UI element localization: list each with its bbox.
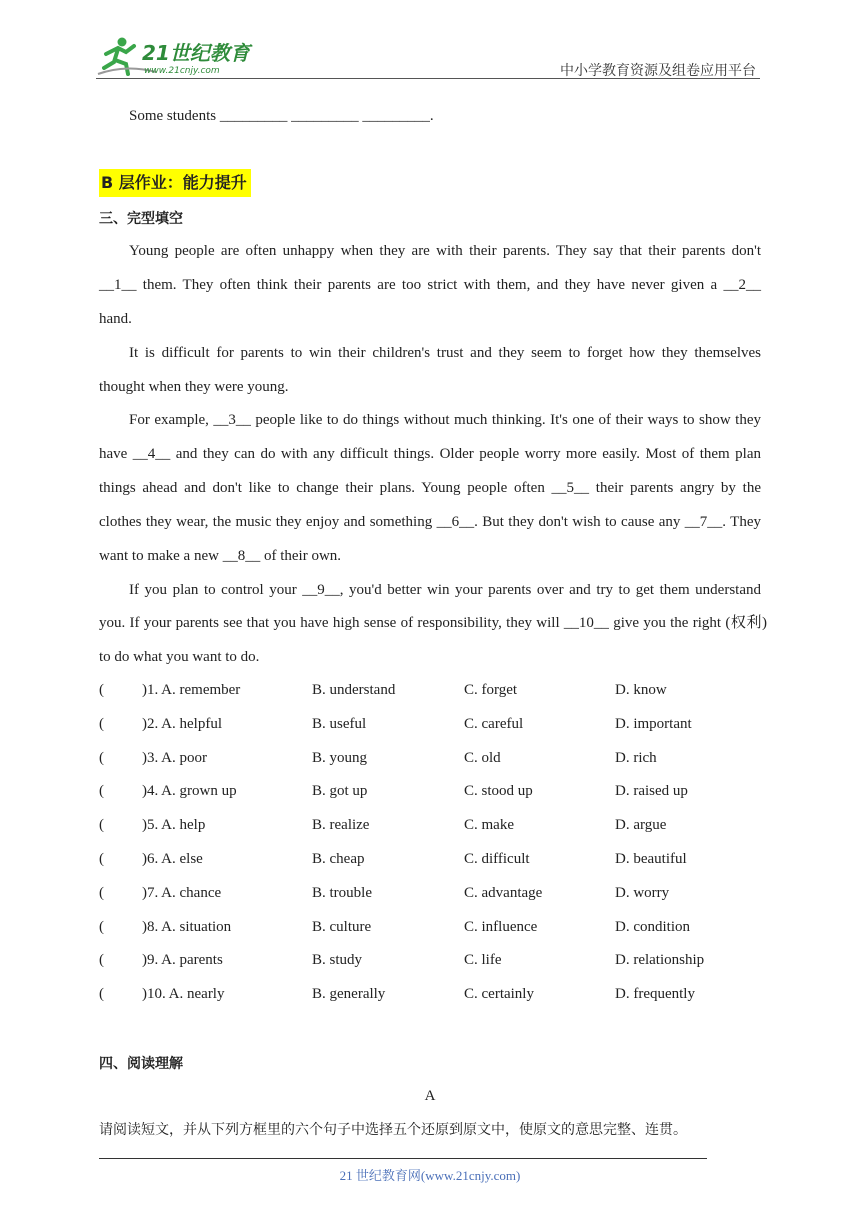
header-divider <box>96 78 760 79</box>
logo <box>96 34 266 78</box>
option-a: )6. A. else <box>142 851 203 867</box>
header-platform-name: 中小学教育资源及组卷应用平台 <box>560 63 756 79</box>
option-d: D. worry <box>615 884 670 901</box>
option-a: )1. A. remember <box>142 682 241 698</box>
option-b: B. understand <box>312 682 396 698</box>
question-row <box>99 817 779 837</box>
option-c: C. life <box>464 952 502 969</box>
option-d: D. argue <box>615 817 667 834</box>
page-header <box>96 30 760 80</box>
option-a: )7. A. chance <box>142 884 222 901</box>
option-c: C. advantage <box>464 884 543 901</box>
question-row <box>99 885 779 905</box>
question-row <box>99 716 779 736</box>
option-c: C. certainly <box>464 986 534 1003</box>
section4-title: 四、阅读理解 <box>99 1056 183 1072</box>
answer-paren[interactable]: ( <box>99 783 104 800</box>
option-c: C. forget <box>464 682 518 698</box>
logo-url: www.21cnjy.com <box>144 66 220 76</box>
answer-paren[interactable]: ( <box>99 918 104 935</box>
option-b: B. useful <box>312 715 367 732</box>
option-c: C. old <box>464 749 501 766</box>
question-row <box>99 986 779 1006</box>
passage-line: things ahead and don't like to change their plans. Young people often __5__ their parents angry by the <box>99 480 761 496</box>
answer-paren[interactable]: ( <box>99 952 104 969</box>
option-c: C. difficult <box>464 851 530 867</box>
answer-paren[interactable]: ( <box>99 682 104 698</box>
option-d: D. raised up <box>615 783 688 800</box>
passage-line: It is difficult for parents to win their children's trust and they seem to forget how they themselves <box>129 345 761 361</box>
option-a: )3. A. poor <box>142 749 207 766</box>
passage-line: Young people are often unhappy when they are with their parents. They say that their parents don't <box>129 243 761 259</box>
answer-paren[interactable]: ( <box>99 817 104 834</box>
option-b: B. generally <box>312 986 386 1003</box>
option-c: C. influence <box>464 918 538 935</box>
option-b: B. got up <box>312 783 368 800</box>
option-b: B. cheap <box>312 851 365 867</box>
option-a: )8. A. situation <box>142 918 232 935</box>
passage-line: want to make a new __8__ of their own. <box>99 548 342 564</box>
question-row <box>99 750 779 770</box>
question-row <box>99 851 779 871</box>
option-b: B. study <box>312 952 363 969</box>
option-d: D. rich <box>615 749 657 766</box>
instruction-text: 请阅读短文，并从下列方框里的六个句子中选择五个还原到原文中，使原文的意思完整、连贯。 <box>99 1122 687 1138</box>
option-b: B. young <box>312 749 368 766</box>
option-b: B. realize <box>312 817 370 834</box>
passage-line: thought when they were young. <box>99 379 289 395</box>
option-d: D. beautiful <box>615 851 687 867</box>
option-d: D. relationship <box>615 952 705 969</box>
option-a: )2. A. helpful <box>142 715 222 732</box>
option-d: D. frequently <box>615 986 695 1003</box>
option-b: B. trouble <box>312 884 372 901</box>
answer-paren[interactable]: ( <box>99 986 104 1003</box>
option-a: )4. A. grown up <box>142 783 237 800</box>
passage-line: to do what you want to do. <box>99 649 260 665</box>
option-d: D. important <box>615 715 692 732</box>
passage-line: If you plan to control your __9__, you'd better win your parents over and try to get them understand <box>129 582 761 598</box>
option-d: D. condition <box>615 918 690 935</box>
option-a: )9. A. parents <box>142 952 223 969</box>
answer-paren[interactable]: ( <box>99 715 104 732</box>
answer-paren[interactable]: ( <box>99 749 104 766</box>
question-row <box>99 682 779 702</box>
option-c: C. stood up <box>464 783 533 800</box>
option-d: D. know <box>615 682 667 698</box>
option-c: C. make <box>464 817 514 834</box>
question-row <box>99 783 779 803</box>
passage-line: you. If your parents see that you have high sense of responsibility, they will __10__ give you the right (权利) <box>99 615 767 631</box>
question-row <box>99 952 779 972</box>
question-row <box>99 919 779 939</box>
passage-line: hand. <box>99 311 132 327</box>
footer-divider <box>99 1158 707 1159</box>
intro-line: Some students _________ _________ _________. <box>129 108 434 124</box>
passage-label: A <box>424 1088 436 1104</box>
logo-text: 21世纪教育 <box>142 41 250 65</box>
section-b-title: B 层作业：能力提升 <box>99 169 251 197</box>
answer-paren[interactable]: ( <box>99 884 104 901</box>
option-a: )10. A. nearly <box>142 986 225 1003</box>
option-c: C. careful <box>464 715 524 732</box>
passage-line: have __4__ and they can do with any difficult things. Older people worry more easily. Most of them plan <box>99 446 761 462</box>
passage-line: For example, __3__ people like to do things without much thinking. It's one of their ways to show they <box>129 412 761 428</box>
answer-paren[interactable]: ( <box>99 851 104 867</box>
passage-line: __1__ them. They often think their parents are too strict with them, and they have never given a __2__ <box>99 277 761 293</box>
option-a: )5. A. help <box>142 817 206 834</box>
footer-text: 21 世纪教育网(www.21cnjy.com) <box>339 1168 521 1183</box>
section3-title: 三、完型填空 <box>99 211 183 227</box>
option-b: B. culture <box>312 918 372 935</box>
passage-line: clothes they wear, the music they enjoy and something __6__. But they don't wish to cause any __7__. They <box>99 514 761 530</box>
